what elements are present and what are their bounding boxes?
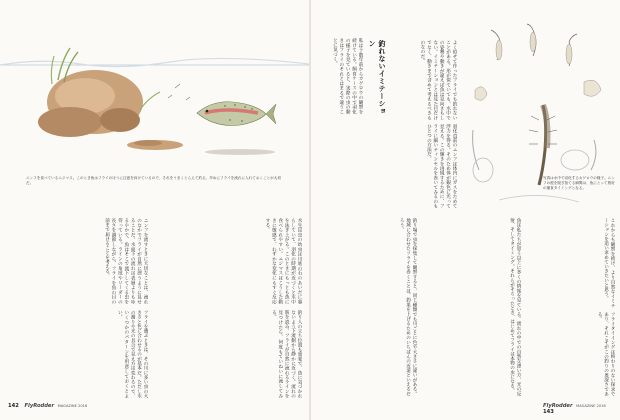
left-caption: ニンフを食べているニジマス。このとき魚はフライのほうに注意を向けているので、それをうまくとらえて釣る。早めにフライを流れに入れておくことが大切だ。 — [26, 176, 281, 185]
right-text-top-2: よく似せて作ったフライでも釣れないことがある。形が似ていても、水中での姿勢や動きが違えば魚は見向きもしない。イミテーションとは見た目だけでなく、動きまで含めて考えるべきものなのだ。 — [419, 40, 457, 120]
left-page-number: 142 — [8, 403, 19, 409]
left-text-block-4: 釣り人の立ち位置も重要で、魚に気づかれないよう下流側から静かに近づく。流れの筋を読み、フライが自然に流れるラインを見つけたら、何度もていねいに流してみる。 — [271, 310, 302, 398]
trout-underwater-illustration — [0, 40, 309, 170]
right-text-mid-1: 羽化直前のニンフは体内にガスをためて浮力を得る。そのため体が銀色に光って見える。この輝きを再現するために、フライに細いティンセルを巻いてみるのもひとつの方法だ。 — [426, 124, 457, 208]
left-page — [0, 0, 309, 420]
left-text-block-2: 水生昆虫の幼虫は川底の石のあいだに暮らしていて、羽化の時期が近づくと水中を泳ぎ上がる。このときにもっとも魚に食べられやすい。ニジマスはこうした動きに敏感で、わずかな変化にもすぐ反応する。 — [264, 218, 302, 304]
right-page — [311, 0, 620, 420]
right-text-lower-3: これからも観察を続け、より自然なイミテーションを追い求めていきたいと思う。 — [603, 218, 615, 308]
right-caption: 写真は水中で羽化するカゲロウの様子。ニンフの殻を脱ぎ捨てる瞬間は、魚にとって格好の捕食タイミングとなる。 — [543, 176, 615, 190]
left-folio — [8, 403, 87, 409]
right-folio — [543, 403, 620, 415]
right-magazine-name: FlyRodder — [543, 403, 573, 409]
right-text-lower-4: フライタイイングは終わりのない探求であり、それこそがこの釣りの奥深さである。 — [597, 312, 615, 396]
right-text-top-1: 私は十数年前からカゲロウの観察を続けている。飼育ケースの中で羽化の様子を見ていると、実際の虫の動きはフライのそれとはまるで違うことに気づく。 — [332, 38, 363, 114]
right-section-heading: 釣れないイミテーション — [368, 40, 386, 115]
left-magazine-name: FlyRodder — [24, 403, 55, 409]
right-text-lower-1: 釣り場で虫を採集して観察すると、同じ種類でも川ごとに色や大きさに違いがある。地域に合わせたフライを巻くことは、釣果を上げるためのいちばんの近道といえるだろう。 — [399, 218, 417, 396]
right-page-number: 143 — [543, 409, 554, 415]
left-text-block-1: ニンフを流すときに大切なことは、流れのなかでフライが自然に漂うように見せることだ。水面下の流れは表層よりもゆるやかで、魚はそこで流下してくる虫を待っている。ラインの角度やリーダーの長さを調節しながら、フライを魚の目の前まで届けることを考える。 — [104, 218, 148, 304]
right-issue: MAGAZINE 2016 — [576, 404, 606, 408]
left-issue: MAGAZINE 2016 — [57, 404, 88, 408]
right-text-lower-2: 魚は私たちが思う以上に多くの情報を見ている。流れの中での自然な漂い方、光の反射、そしてタイミング。それらがそろったとき、はじめてフライは本物の虫になる。 — [509, 218, 521, 396]
left-text-block-3: フライを選ぶときは、その川に多い虫の大きさと色に合わせるのが基本だ。ただし水の濁りや光の具合で見え方は変わるので、いくつかのパターンを用意しておくとよい。 — [117, 310, 148, 398]
